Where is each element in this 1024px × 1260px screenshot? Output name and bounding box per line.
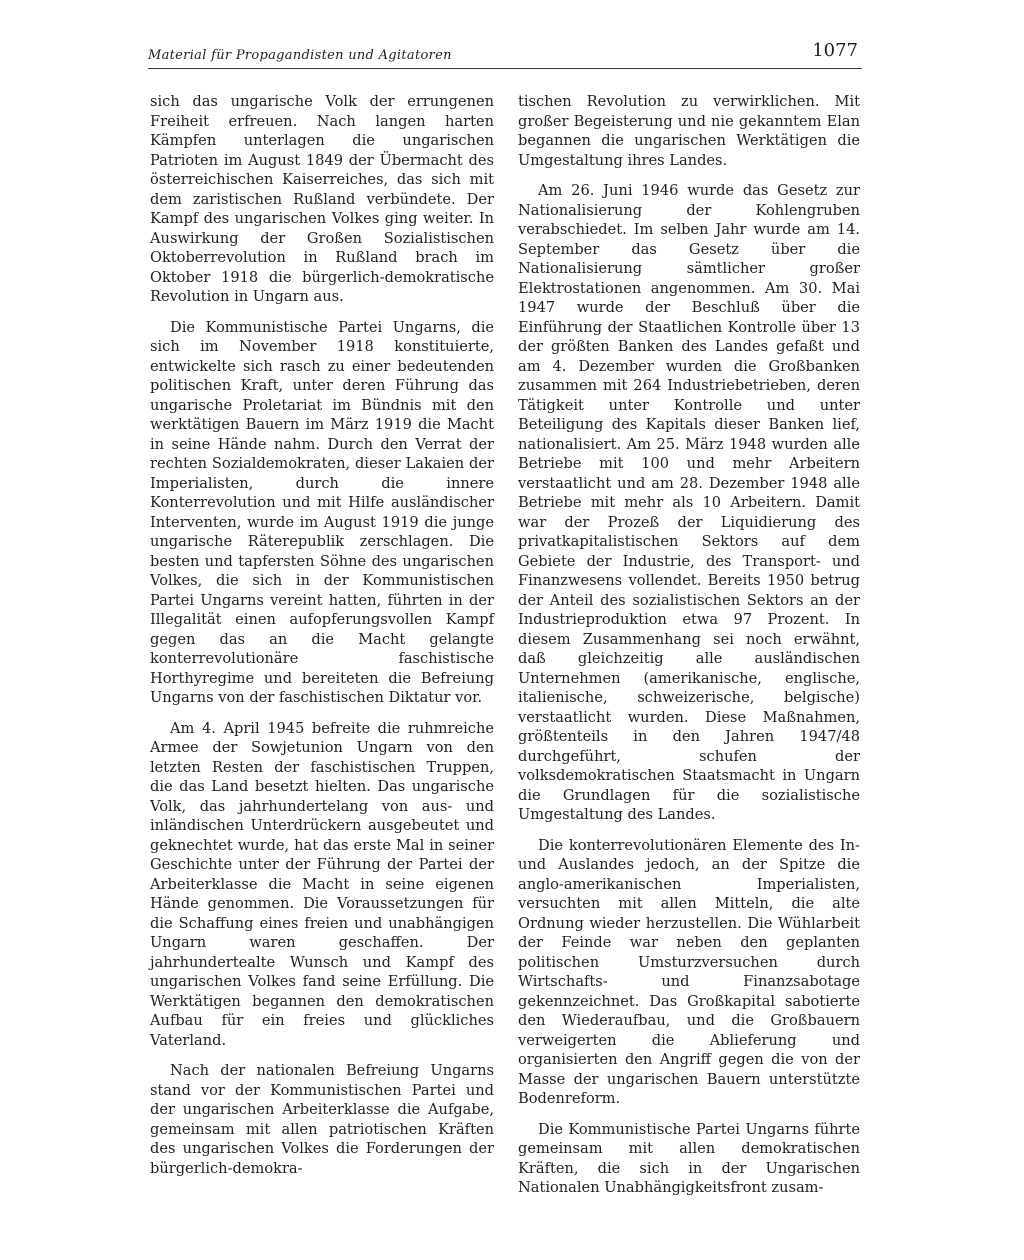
paragraph: Die Kommunistische Partei Ungarns, die sich im November 1918 konstituierte, entwickelte sich rasch zu einer bedeutenden politischen Kraft, unter deren Führung das ungarische Proletariat im Bündnis mit den werktätigen Bauern im März 1919 die Macht in seine Hände nahm. Durch den Verrat der rechten Sozialdemokraten, dieser Lakaien der Imperialisten, durch die innere Konterrevolution und mit Hilfe ausländischer Interventen, wurde im August 1919 die junge ungarische Räterepublik zerschlagen. Die besten und tapfersten Söhne des ungarischen Volkes, die sich in der Kommunistischen Partei Ungarns vereint hatten, führten in der Illegalität einen aufopferungsvollen Kampf gegen das an die Macht gelangte konterrevolutionäre faschistische Horthyregime und bereiteten die Befreiung Ungarns von der faschistischen Diktatur vor. (150, 318, 494, 706)
paragraph: Die Kommunistische Partei Ungarns führte gemeinsam mit allen demokratischen Kräften, die sich in der Ungarischen Nationalen Unabhängigkeitsfront zusam- (518, 1120, 860, 1196)
paragraph: Am 4. April 1945 befreite die ruhmreiche Armee der Sowjetunion Ungarn von den letzten Resten der faschistischen Truppen, die das Land besetzt hielten. Das ungarische Volk, das jahrhundertelang von aus- und inländischen Unterdrückern ausgebeutet und geknechtet wurde, hat das erste Mal in seiner Geschichte unter der Führung der Partei der Arbeiterklasse die Macht in seine eigenen Hände genommen. Die Voraussetzungen für die Schaffung eines freien und unabhängigen Ungarn waren geschaffen. Der jahrhundertealte Wunsch und Kampf des ungarischen Volkes fand seine Erfüllung. Die Werktätigen begannen den demokratischen Aufbau für ein freies und glückliches Vaterland. (150, 719, 494, 1049)
running-title: Material für Propagandisten und Agitatoren (148, 48, 452, 63)
paragraph: Nach der nationalen Befreiung Ungarns stand vor der Kommunistischen Partei und der ungarischen Arbeiterklasse die Aufgabe, gemeinsam mit allen patriotischen Kräften des ungarischen Volkes die Forderungen der bürgerlich-demokra- (150, 1062, 494, 1177)
paragraph: Die konterrevolutionären Elemente des In- und Auslandes jedoch, an der Spitze die anglo-amerikanischen Imperialisten, versuchten mit allen Mitteln, die alte Ordnung wieder herzustellen. Die Wühlarbeit der Feinde war neben den geplanten politischen Umsturzversuchen durch Wirtschafts- und Finanzsabotage gekennzeichnet. Das Großkapital sabotierte den Wiederaufbau, und die Großbauern verweigerten die Ablieferung und organisierten den Angriff gegen die von der Masse der ungarischen Bauern unterstützte Bodenreform. (518, 836, 860, 1107)
page-header (148, 40, 862, 72)
page-number: 1077 (812, 40, 858, 61)
header-rule (148, 68, 862, 69)
right-column (518, 92, 860, 1209)
paragraph: Am 26. Juni 1946 wurde das Gesetz zur Nationalisierung der Kohlengruben verabschiedet. Im selben Jahr wurde am 14. September das Gesetz über die Nationalisierung sämtlicher großer Elektrostationen angenommen. Am 30. Mai 1947 wurde der Beschluß über die Einführung der Staatlichen Kontrolle über 13 der größten Banken des Landes gefaßt und am 4. Dezember wurden die Großbanken zusammen mit 264 Industriebetrieben, deren Tätigkeit unter Kontrolle und unter Beteiligung des Kapitals dieser Banken lief, nationalisiert. Am 25. März 1948 wurden alle Betriebe mit 100 und mehr Arbeitern verstaatlicht und am 28. Dezember 1948 alle Betriebe mit mehr als 10 Arbeitern. Damit war der Prozeß der Liquidierung des privatkapitalistischen Sektors auf dem Gebiete der Industrie, des Transport- und Finanzwesens vollendet. Bereits 1950 betrug der Anteil des sozialistischen Sektors an der Industrieproduktion etwa 97 Prozent. In diesem Zusammenhang sei noch erwähnt, daß gleichzeitig alle ausländischen Unternehmen (amerikanische, englische, italienische, schweizerische, belgische) verstaatlicht wurden. Diese Maßnahmen, größtenteils in den Jahren 1947/48 durchgeführt, schufen der volksdemokratischen Staatsmacht in Ungarn die Grundlagen für die sozialistische Umgestaltung des Landes. (518, 182, 860, 823)
paragraph: tischen Revolution zu verwirklichen. Mit großer Begeisterung und nie gekanntem Elan begannen die ungarischen Werktätigen die Umgestaltung ihres Landes. (518, 93, 860, 169)
left-column (150, 92, 494, 1189)
paragraph: sich das ungarische Volk der errungenen Freiheit erfreuen. Nach langen harten Kämpfen unterlagen die ungarischen Patrioten im August 1849 der Übermacht des österreichischen Kaiserreiches, das sich mit dem zaristischen Rußland verbündete. Der Kampf des ungarischen Volkes ging weiter. In Auswirkung der Großen Sozialistischen Oktoberrevolution in Rußland brach im Oktober 1918 die bürgerlich-demokratische Revolution in Ungarn aus. (150, 93, 494, 305)
